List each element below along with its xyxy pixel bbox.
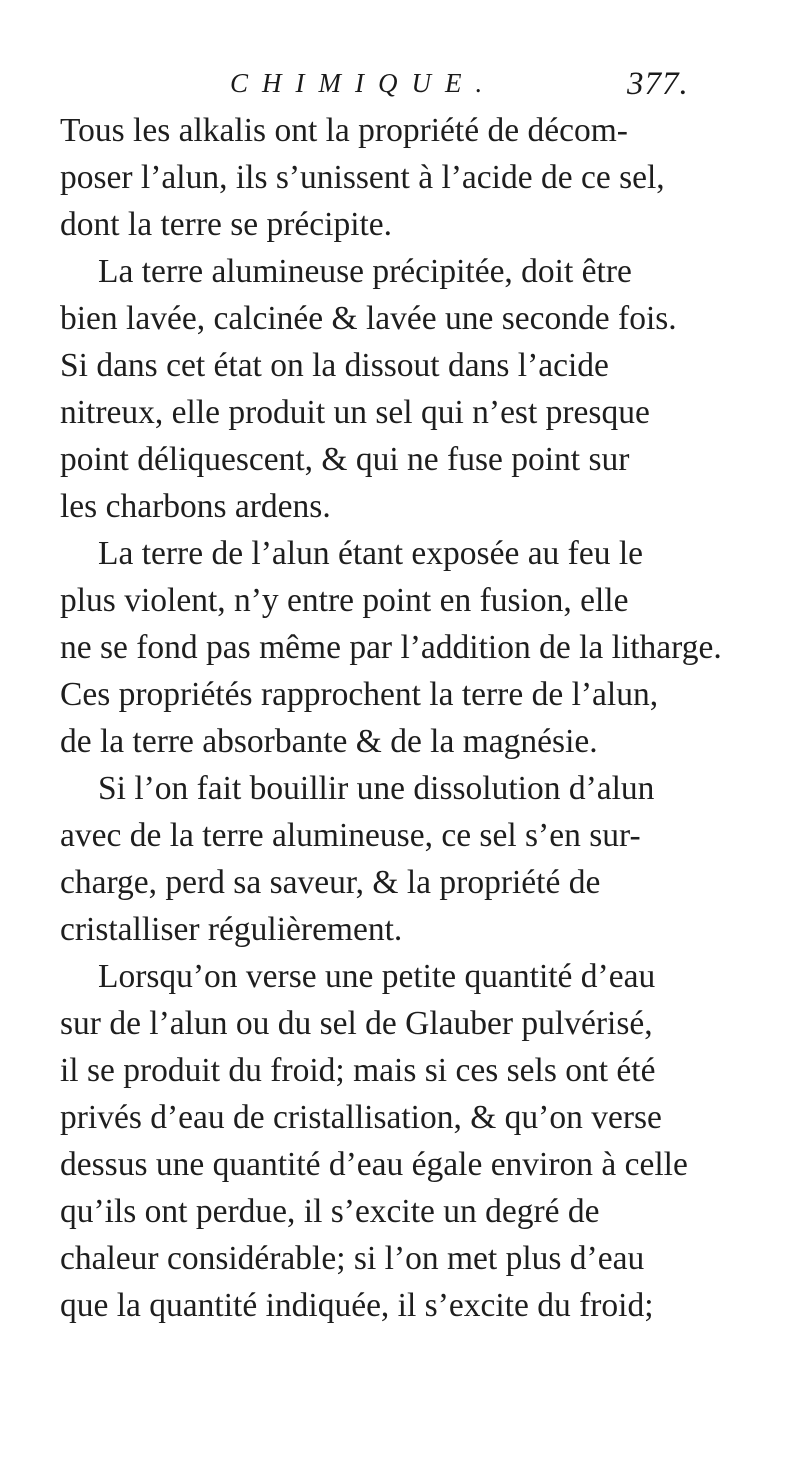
text-line: ne se fond pas même par l’addition de la litharge.	[60, 629, 722, 666]
text-line: dessus une quantité d’eau égale environ à celle	[60, 1146, 688, 1183]
text-line: que la quantité indiquée, il s’excite du froid;	[60, 1287, 654, 1324]
paragraph-start-line: La terre alumineuse précipitée, doit être	[98, 253, 632, 290]
text-line: avec de la terre alumineuse, ce sel s’en sur-	[60, 817, 641, 854]
text-line: Tous les alkalis ont la propriété de décom-	[60, 112, 628, 149]
paragraph-start-line: La terre de l’alun étant exposée au feu le	[98, 535, 644, 572]
paragraph-start-line: Si l’on fait bouillir une dissolution d’alun	[98, 770, 655, 807]
text-line: Ces propriétés rapprochent la terre de l’alun,	[60, 676, 659, 713]
text-line: sur de l’alun ou du sel de Glauber pulvérisé,	[60, 1005, 653, 1042]
text-line: plus violent, n’y entre point en fusion, elle	[60, 582, 629, 619]
text-line: nitreux, elle produit un sel qui n’est presque	[60, 394, 650, 431]
text-line: Si dans cet état on la dissout dans l’acide	[60, 347, 609, 384]
text-line: poser l’alun, ils s’unissent à l’acide de ce sel,	[60, 159, 665, 196]
text-line: dont la terre se précipite.	[60, 206, 393, 243]
text-line: charge, perd sa saveur, & la propriété de	[60, 864, 601, 901]
text-line: bien lavée, calcinée & lavée une seconde fois.	[60, 300, 677, 337]
text-line: chaleur considérable; si l’on met plus d’eau	[60, 1240, 645, 1277]
text-line: cristalliser régulièrement.	[60, 911, 403, 948]
page-number: 377.	[627, 66, 689, 102]
text-line: de la terre absorbante & de la magnésie.	[60, 723, 598, 760]
text-line: il se produit du froid; mais si ces sels ont été	[60, 1052, 656, 1089]
text-line: qu’ils ont perdue, il s’excite un degré de	[60, 1193, 600, 1230]
text-line: privés d’eau de cristallisation, & qu’on verse	[60, 1099, 662, 1136]
paragraph-start-line: Lorsqu’on verse une petite quantité d’eau	[98, 958, 656, 995]
running-head: CHIMIQUE.	[230, 68, 497, 98]
text-line: point déliquescent, & qui ne fuse point sur	[60, 441, 630, 478]
text-line: les charbons ardens.	[60, 488, 331, 525]
